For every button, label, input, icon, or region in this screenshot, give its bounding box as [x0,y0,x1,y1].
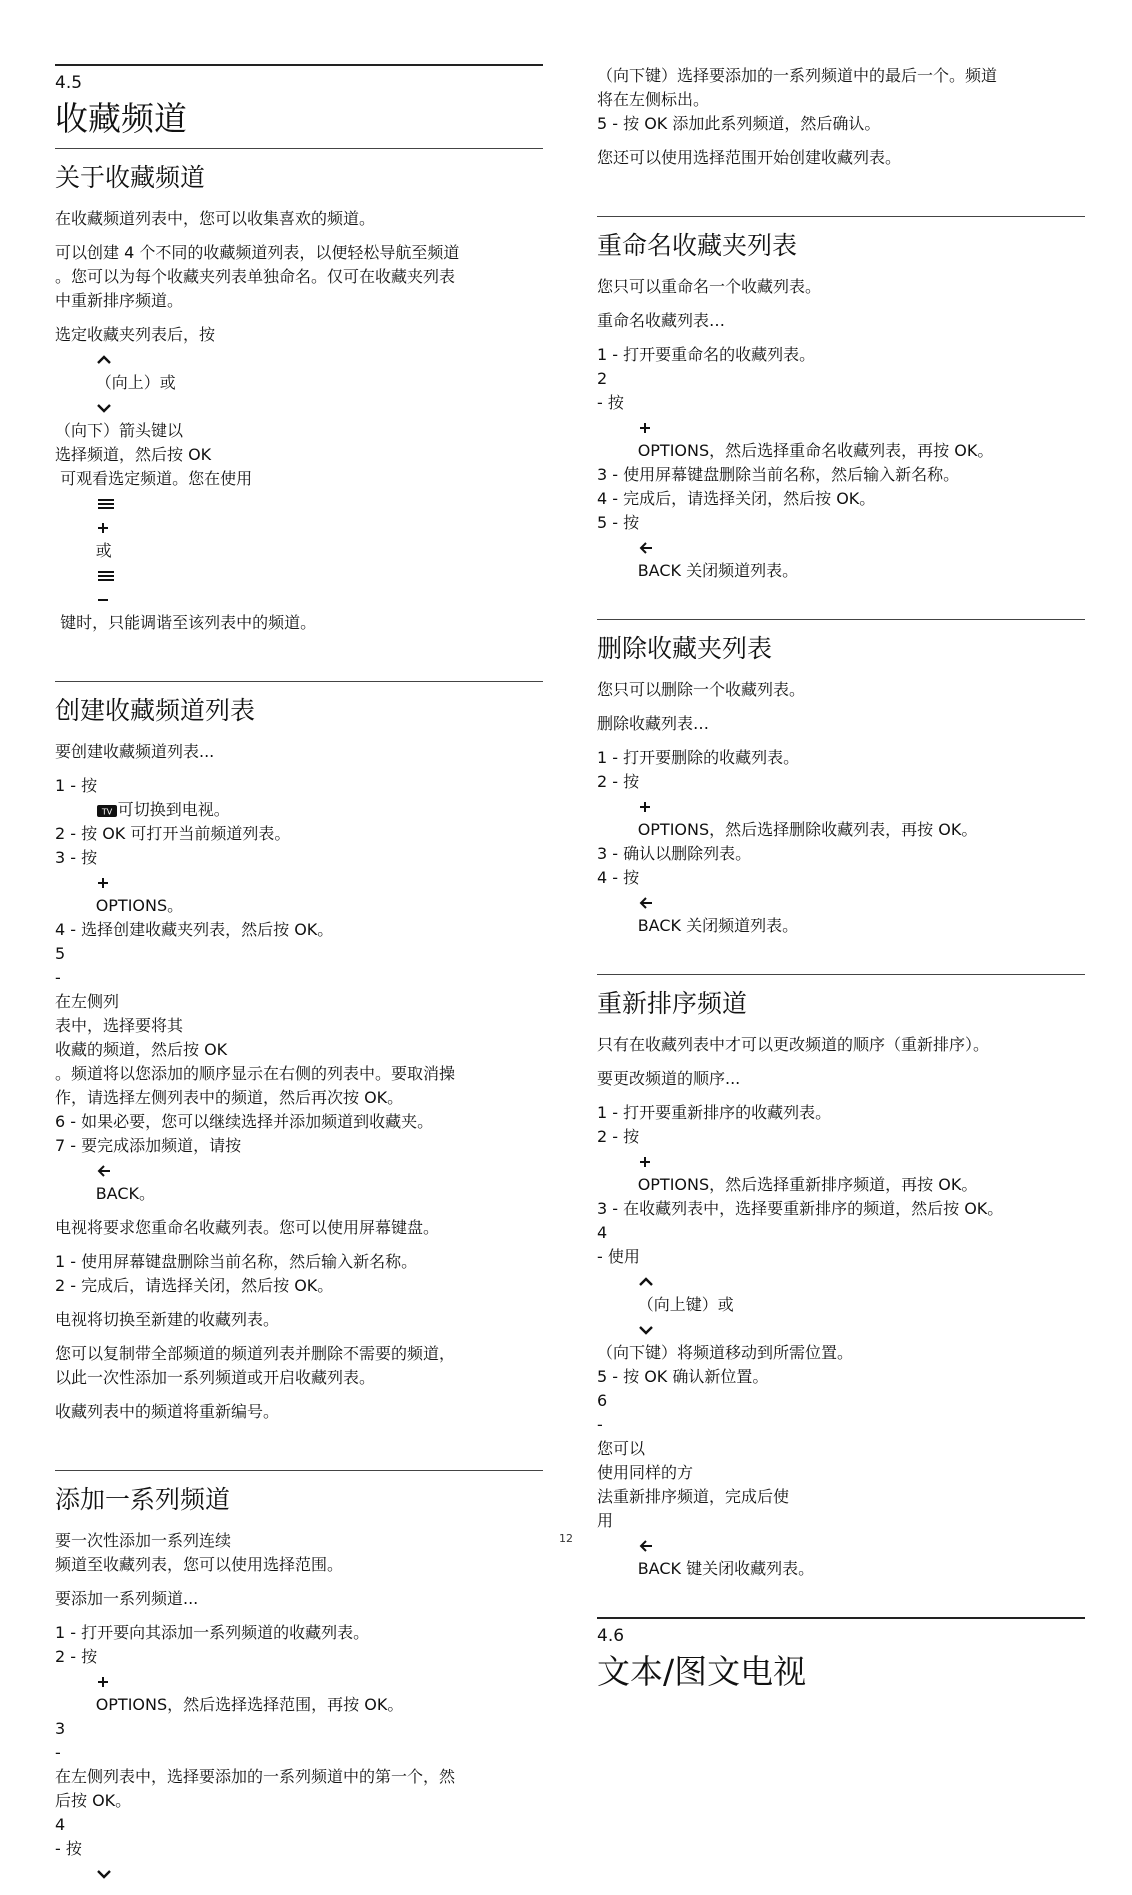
plus-icon [96,1675,110,1689]
subsection-title: 添加一系列频道 [55,1485,231,1514]
text-line: 5 [55,944,66,963]
paragraph: 您只可以重命名一个收藏列表。 [597,277,822,296]
text: 2 - 按 [597,772,640,791]
text-line: 3 [55,1719,66,1738]
subsection-title: 删除收藏夹列表 [597,634,773,663]
page-number: 12 [559,1532,573,1545]
text-line: （向下）箭头键以 [55,421,184,440]
subsection-reorder-channels [597,974,1085,1581]
paragraph: 重命名收藏列表… [597,311,726,330]
text-line: 4 [597,1223,608,1242]
section-title: 文本/图文电视 [597,1652,807,1691]
text: （向上键）或 [637,1295,734,1314]
text-line: 以此一次性添加一系列频道或开启收藏列表。 [55,1368,376,1387]
text-line: 后按 OK。 [55,1791,132,1810]
text: 4 - 按 [597,868,640,887]
text: BACK 键关闭收藏列表。 [637,1559,815,1578]
text: - 使用 [597,1247,640,1266]
text: 7 - 要完成添加频道，请按 [55,1136,242,1155]
text-line: 要一次性添加一系列连续 [55,1531,232,1550]
step: 3 - 确认以删除列表。 [597,844,752,863]
step: 1 - 打开要重命名的收藏列表。 [597,345,816,364]
text: 选定收藏夹列表后，按 [55,325,216,344]
step [55,846,543,918]
text: OPTIONS，然后选择删除收藏列表，再按 OK。 [637,820,978,839]
paragraph: 删除收藏列表… [597,714,710,733]
chevron-down-icon [638,1323,654,1337]
text: 2 - 按 [55,1647,98,1666]
text-line: 表中，选择要将其 [55,1016,184,1035]
step: 2 - 完成后，请选择关闭，然后按 OK。 [55,1276,334,1295]
text-line: - [55,968,61,987]
text-line: 中重新排序频道。 [55,291,184,310]
chevron-up-icon [96,353,112,367]
step: 3 - 使用屏幕键盘删除当前名称，然后输入新名称。 [597,465,960,484]
steps [55,1250,543,1298]
text: OPTIONS。 [95,896,184,915]
steps [597,1101,1085,1581]
text: OPTIONS，然后选择重新排序频道，再按 OK。 [637,1175,978,1194]
step [597,511,1085,583]
text: 可观看选定频道。您在使用 [60,469,253,488]
tv-icon [96,804,118,818]
subsection-rename-list [597,216,1085,583]
text: - 按 [55,1839,82,1858]
subsection-title: 关于收藏频道 [55,163,206,192]
back-arrow-icon [96,1164,112,1178]
text-line: - [55,1743,61,1762]
subsection-title: 创建收藏频道列表 [55,696,256,725]
text-line: 2 [597,369,608,388]
text-line: - [597,1415,603,1434]
subsection-title: 重命名收藏夹列表 [597,231,798,260]
right-column [597,64,1085,1701]
left-column [55,64,543,1895]
paragraph: 您还可以使用选择范围开始创建收藏列表。 [597,148,902,167]
subsection-create-list [55,681,543,1424]
paragraph: 只有在收藏列表中才可以更改频道的顺序（重新排序）。 [597,1035,990,1054]
step [597,1245,1085,1341]
text-line: 。您可以为每个收藏夹列表单独命名。仅可在收藏夹列表 [55,267,456,286]
text-line: 4 [55,1815,66,1834]
step [597,866,1085,938]
chevron-down-icon [96,1867,112,1881]
chevron-down-icon [96,401,112,415]
text: 5 - 按 [597,513,640,532]
paragraph: 要更改频道的顺序... [597,1069,741,1088]
paragraph [55,1342,543,1390]
plus-icon [638,421,652,435]
step [597,391,1085,463]
text: BACK 关闭频道列表。 [637,916,799,935]
text: BACK 关闭频道列表。 [637,561,799,580]
step [55,1134,543,1206]
step: 6 - 如果必要，您可以继续选择并添加频道到收藏夹。 [55,1112,434,1131]
text: 可切换到电视。 [117,800,230,819]
text-line: 可以创建 4 个不同的收藏频道列表，以便轻松导航至频道 [55,243,460,262]
text: 1 - 按 [55,776,98,795]
text-line: 在左侧列 [55,992,120,1011]
list-icon [96,569,116,583]
step [55,774,543,822]
back-arrow-icon [638,896,654,910]
text-line: 将在左侧标出。 [597,90,710,109]
step: 4 - 选择创建收藏夹列表，然后按 OK。 [55,920,334,939]
section-title: 收藏频道 [55,99,187,138]
paragraph: 您只可以删除一个收藏列表。 [597,680,806,699]
text: 键时，只能调谐至该列表中的频道。 [60,613,317,632]
steps [55,1621,543,1885]
text: OPTIONS，然后选择选择范围，再按 OK。 [95,1695,404,1714]
text-line: 使用同样的方 [597,1463,694,1482]
step: 1 - 使用屏幕键盘删除当前名称，然后输入新名称。 [55,1252,418,1271]
paragraph [55,323,543,635]
step: 1 - 打开要重新排序的收藏列表。 [597,1103,832,1122]
text-line [55,1837,543,1885]
section-number: 4.6 [597,1617,1085,1647]
paragraph: 电视将要求您重命名收藏列表。您可以使用屏幕键盘。 [55,1218,440,1237]
text: 3 - 按 [55,848,98,867]
plus-icon [96,876,110,890]
text: 用 [597,1511,614,1530]
chevron-up-icon [638,1275,654,1289]
text: 2 - 按 [597,1127,640,1146]
text-line: （向下键）将频道移动到所需位置。 [597,1343,854,1362]
text-line: 在左侧列表中，选择要添加的一系列频道中的第一个，然 [55,1767,456,1786]
text: - 按 [597,393,624,412]
text-line: 收藏的频道，然后按 OK [55,1040,228,1059]
paragraph: 要创建收藏频道列表... [55,742,215,761]
text-line: 作，请选择左侧列表中的频道，然后再次按 OK。 [55,1088,404,1107]
text: 或 [95,541,112,560]
continued-steps [597,64,1085,136]
text-line: 选择频道，然后按 OK [55,445,212,464]
paragraph: 在收藏频道列表中，您可以收集喜欢的频道。 [55,209,376,228]
paragraph: 要添加一系列频道... [55,1589,199,1608]
text-line: 6 [597,1391,608,1410]
subsection-about-favourites [55,148,543,635]
plus-icon [96,521,110,535]
step: 1 - 打开要向其添加一系列频道的收藏列表。 [55,1623,370,1642]
text-line: 频道至收藏列表，您可以使用选择范围。 [55,1555,344,1574]
step [597,1125,1085,1197]
minus-icon [96,593,110,607]
text-line: 法重新排序频道，完成后使 [597,1487,790,1506]
paragraph: 电视将切换至新建的收藏列表。 [55,1310,280,1329]
steps [597,343,1085,583]
svg-text:TV: TV [101,807,112,817]
text-line [55,611,543,635]
step: 5 - 按 OK 添加此系列频道，然后确认。 [597,114,881,133]
back-arrow-icon [638,541,654,555]
text: BACK。 [95,1184,155,1203]
text-line: 您可以复制带全部频道的频道列表并删除不需要的频道， [55,1344,456,1363]
section-number: 4.5 [55,64,543,94]
step: 3 - 在收藏列表中，选择要重新排序的频道，然后按 OK。 [597,1199,1004,1218]
plus-icon [638,1155,652,1169]
text: OPTIONS，然后选择重命名收藏列表，再按 OK。 [637,441,994,460]
step: 5 - 按 OK 确认新位置。 [597,1367,769,1386]
step [597,770,1085,842]
subsection-delete-list [597,619,1085,938]
paragraph [55,241,543,313]
text: （向上）或 [95,373,176,392]
text-line: （向下键）选择要添加的一系列频道中的最后一个。频道 [597,66,998,85]
step: 1 - 打开要删除的收藏列表。 [597,748,800,767]
step: 4 - 完成后，请选择关闭，然后按 OK。 [597,489,876,508]
text-line [55,323,543,419]
text-line [55,467,543,611]
list-icon [96,497,116,511]
paragraph: 收藏列表中的频道将重新编号。 [55,1402,280,1421]
steps [597,746,1085,938]
text-line [597,1509,1085,1581]
steps [55,774,543,1206]
text-line: 您可以 [597,1439,646,1458]
subsection-title: 重新排序频道 [597,989,748,1018]
plus-icon [638,800,652,814]
step: 2 - 按 OK 可打开当前频道列表。 [55,824,291,843]
text-line: 。频道将以您添加的顺序显示在右侧的列表中。要取消操 [55,1064,456,1083]
step [55,1645,543,1717]
